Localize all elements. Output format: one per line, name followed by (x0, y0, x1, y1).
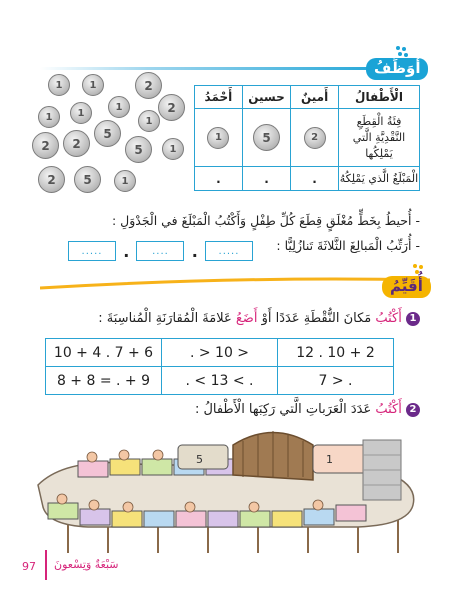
answer-box[interactable]: ..... (68, 241, 116, 261)
coin-cluster (30, 72, 190, 192)
page-number-words: سَبْعَةٌ وَتِسْعونَ (54, 558, 119, 571)
section-title-awazzif: أُوَظِّفُ (366, 58, 428, 80)
table-header-amine: أَمينٌ (291, 86, 339, 109)
coin-icon: 2 (32, 132, 59, 159)
section-dots-icon (412, 262, 426, 276)
cell-amount-ahmed[interactable]: . (195, 167, 243, 191)
cell-amount-hussein[interactable]: . (242, 167, 290, 191)
exercise-text: مَكانَ النُّقْطَةِ عَدَدًا أَوْ (257, 311, 376, 326)
coin-icon: 5 (125, 136, 152, 163)
exercise-text: عَدَدَ الْعَرَباتِ الَّتي رَكِبَها الْأَطْفالُ : (194, 402, 376, 417)
footer-rule (45, 550, 47, 580)
exercise-verb: أَكْتُبُ (375, 402, 402, 417)
comparison-cell[interactable]: . > 10 > (162, 339, 278, 367)
order-separator: . (191, 241, 198, 261)
coin-icon: 1 (114, 170, 136, 192)
wagon-number: 5 (196, 453, 203, 466)
coin-icon: 2 (304, 127, 326, 149)
roller-coaster-illustration (28, 425, 423, 555)
instruction-order: - أُرَتِّبُ الْمَبالِغَ الثَّلاثَةَ تَنازُلِيًّا : (276, 238, 420, 253)
coin-icon: 1 (48, 74, 70, 96)
section-title-uqayyim: أُقَيِّمُ (382, 276, 431, 298)
coin-icon: 2 (63, 130, 90, 157)
row-label-amount: الْمَبْلَغُ الَّذي يَمْلِكُهُ (338, 167, 419, 191)
wagon-number: 1 (326, 453, 333, 466)
comparison-cell[interactable]: 7 > . (278, 367, 394, 395)
comparison-table (45, 338, 394, 395)
answer-box[interactable]: ..... (205, 241, 253, 261)
coin-icon: 2 (135, 72, 162, 99)
comparison-cell[interactable]: . < 13 < . (162, 367, 278, 395)
table-header-children: الْأَطْفالُ (338, 86, 419, 109)
coin-icon: 5 (253, 124, 280, 151)
exercise-number: 2 (406, 403, 420, 417)
page-number: 97 (22, 560, 36, 573)
cell-coin-amine (291, 109, 339, 167)
coin-icon: 1 (138, 110, 160, 132)
table-header-ahmed: أَحْمَدُ (195, 86, 243, 109)
table-header-hussein: حسين (242, 86, 290, 109)
children-money-table (194, 85, 420, 191)
comparison-cell[interactable]: 10 + 4 . 7 + 6 (46, 339, 162, 367)
exercise-verb: أَضَعُ (235, 311, 258, 326)
answer-box[interactable]: .... (136, 241, 184, 261)
exercise-2-prompt (20, 402, 420, 417)
order-answer-boxes (68, 240, 253, 262)
exercise-verb: أَكْتُبُ (375, 311, 402, 326)
section-dots-icon (395, 44, 409, 58)
coin-icon: 2 (158, 94, 185, 121)
coin-icon: 5 (94, 120, 121, 147)
coin-icon: 1 (70, 102, 92, 124)
cell-coin-ahmed (195, 109, 243, 167)
instruction-circle-coins: - أُحيطُ بِخَطٍّ مُغْلَقٍ قِطَعَ كُلِّ طِفْلٍ وَأَكْتُبُ الْمَبْلَغَ في الْجَدْوَلِ : (111, 213, 420, 228)
cell-amount-amine[interactable]: . (291, 167, 339, 191)
coin-icon: 1 (108, 96, 130, 118)
exercise-1-prompt (20, 311, 420, 326)
section-divider (40, 272, 430, 294)
order-separator: . (123, 241, 130, 261)
row-label-coin-type: فِئَةُ الْقِطَعِ النَّقْدِيَّةِ الَّتي يَمْلِكُها (338, 109, 419, 167)
coin-icon: 1 (162, 138, 184, 160)
coin-icon: 5 (74, 166, 101, 193)
comparison-cell[interactable]: 8 + 8 = . + 9 (46, 367, 162, 395)
section-divider (40, 67, 400, 70)
exercise-number: 1 (406, 312, 420, 326)
coin-icon: 2 (38, 166, 65, 193)
cell-coin-hussein (242, 109, 290, 167)
coin-icon: 1 (207, 127, 229, 149)
coin-icon: 1 (82, 74, 104, 96)
exercise-text: عَلامَةَ الْمُقارَنَةِ الْمُناسِبَةَ : (98, 311, 236, 326)
coin-icon: 1 (38, 106, 60, 128)
comparison-cell[interactable]: 12 . 10 + 2 (278, 339, 394, 367)
